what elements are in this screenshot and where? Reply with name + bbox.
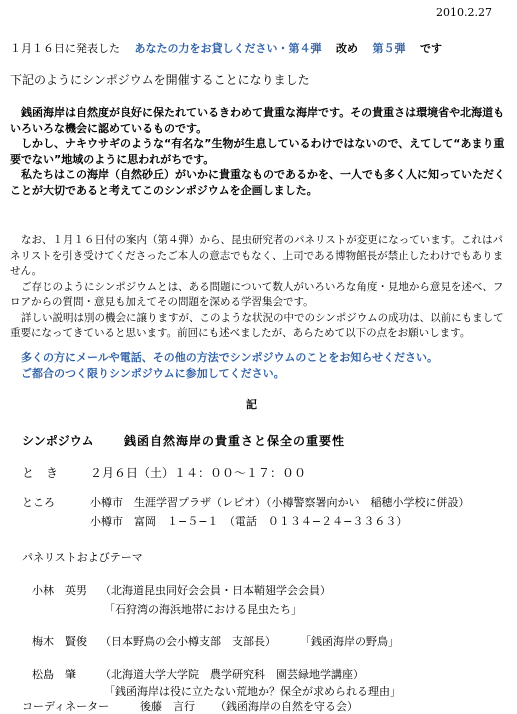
paragraph: 詳しい説明は別の機会に譲りますが、このような状況の中でのシンポジウムの成功は、以前にもまして重要になってきていると思います。前回にも述べましたが、あらためて以下の点をお願いします。 [10, 311, 504, 339]
notice-suffix: です [420, 42, 442, 55]
paragraph: なお、１月１６日付の案内（第４弾）から、昆虫研究者のパネリストが変更になっています。これはパネリストを引き受けてくださったご本人の意志でもなく、上司である博物館長が禁止したわけでもありません。 [10, 234, 504, 277]
when-value: ２月６日（土）１４：００〜１７：００ [90, 466, 307, 480]
paragraph: 銭函海岸は自然度が良好に保たれているきわめて貴重な海岸です。その貴重さは環境省や北海道もいろいろな機会に認めているものです。 [10, 106, 505, 135]
notice-new-title: 第５弾 [372, 42, 406, 55]
panelist-affiliation: （北海道昆虫同好会会員・日本鞘翅学会会員） [100, 584, 331, 597]
panelist-name: 小林 英男 [32, 584, 87, 597]
panelist-affiliation: （北海道大学大学院 農学研究科 園芸緑地学講座） [100, 668, 364, 681]
intro-text: 下記のようにシンポジウムを開催することになりました [10, 73, 310, 87]
panelist-theme: 「銭函海岸の野鳥」 [300, 635, 399, 648]
panelist-theme: 「石狩湾の海浜地帯における昆虫たち」 [104, 603, 302, 616]
paragraph: しかし、ナキウサギのような“有名な”生物が生息しているわけではないので、えてして“あまり重要でない”地域のように思われがちです。 [10, 137, 505, 166]
panelist-theme: 「銭函海岸は役に立たない荒地か？保全が求められる理由」 [104, 685, 401, 698]
paragraphs [10, 233, 508, 342]
symposium-label: シンポジウム [22, 434, 94, 448]
panelist-name: 梅木 賢俊 [32, 635, 87, 648]
notice-line [10, 40, 442, 56]
coordinator-affiliation: （銭函海岸の自然を守る会） [215, 700, 358, 713]
where-line2: 小樽市 富岡 １−５−１ （電話 ０１３４−２４−３３６３） [90, 515, 408, 528]
symposium-title: 銭函自然海岸の貴重さと保全の重要性 [124, 434, 346, 448]
ki-heading: 記 [246, 398, 257, 411]
panelist-name: 松島 肇 [32, 668, 76, 681]
when-label: と き [22, 466, 59, 480]
document-date: 2010.2.27 [436, 6, 492, 19]
requests [10, 350, 508, 382]
notice-prefix: １月１６日に発表した [10, 42, 120, 55]
panelists-label: パネリストおよびテーマ [22, 551, 143, 564]
paragraph: ご存じのようにシンポジウムとは、ある問題について数人がいろいろな角度・見地から意見を述べ、フロアからの質問・意見も加えてその問題を深める学習集会です。 [10, 280, 504, 308]
request-item: ご都合のつく限りシンポジウムに参加してください。 [21, 367, 285, 380]
notice-change: 改め [336, 42, 358, 55]
where-label: ところ [22, 496, 55, 509]
panelist-affiliation: （日本野鳥の会小樽支部 支部長） [100, 635, 276, 648]
bold-paragraphs [10, 105, 508, 198]
request-item: 多くの方にメールや電話、その他の方法でシンポジウムのことをお知らせください。 [21, 351, 439, 364]
coordinator-label: コーディネーター [22, 700, 110, 713]
coordinator-name: 後藤 言行 [140, 700, 195, 713]
where-line1: 小樽市 生涯学習プラザ（レピオ）（小樽警察署向かい 稲穂小学校に併設） [90, 496, 470, 509]
paragraph: 私たちはこの海岸（自然砂丘）がいかに貴重なものであるかを、一人でも多く人に知っていただくことが大切であると考えてこのシンポジウムを企画しました。 [10, 168, 505, 197]
notice-title: あなたの力をお貸しください・第４弾 [134, 42, 322, 55]
